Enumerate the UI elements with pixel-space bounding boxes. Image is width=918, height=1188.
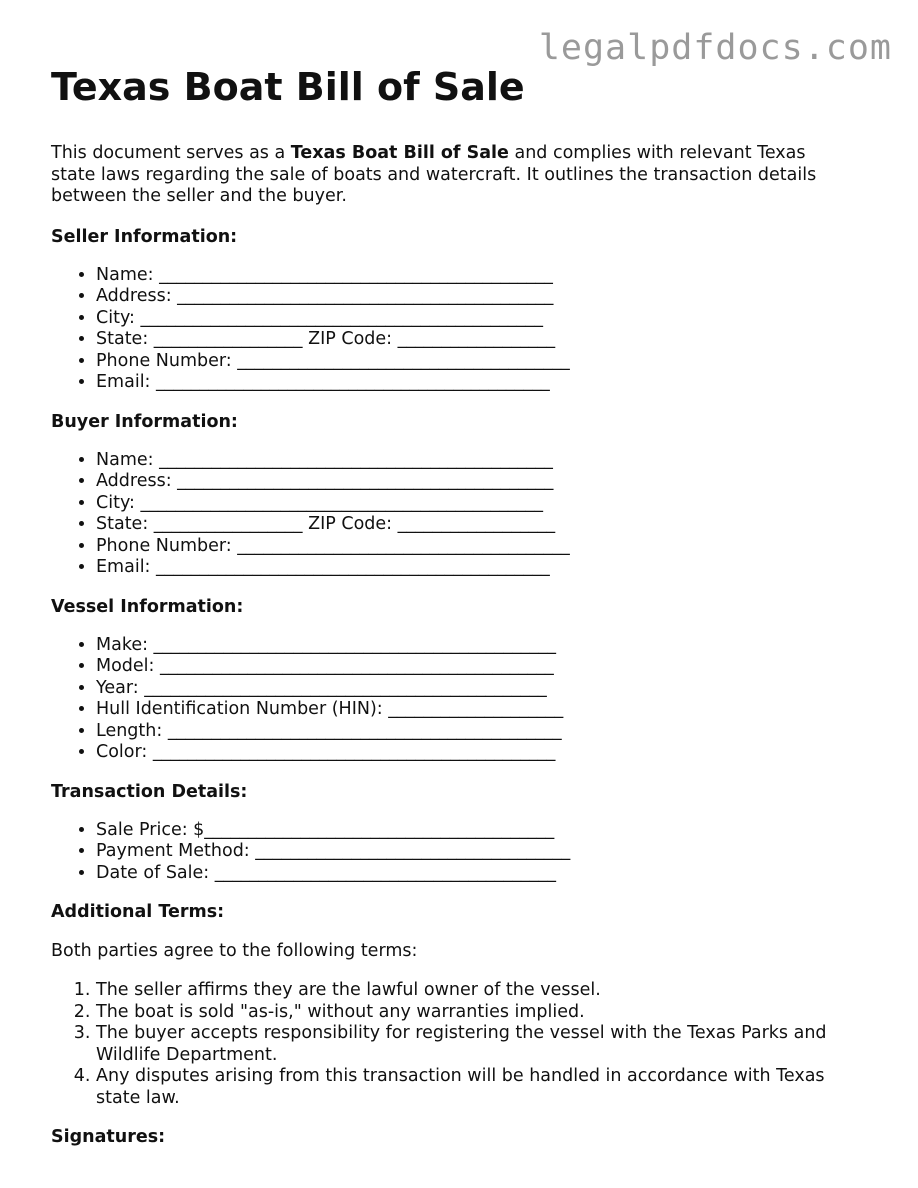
term-item: 4. Any disputes arising from this transaction will be handled in accordance with Texas state law.: [96, 1066, 851, 1109]
buyer-name-field[interactable]: • Name: _____________________________________________: [96, 450, 851, 472]
intro-text-end: and complies with relevant Texas state laws regarding the sale of boats and watercraft. It outlines the transaction details between the seller and the buyer.: [51, 143, 817, 206]
intro-paragraph: [51, 143, 851, 208]
signatures-heading: Signatures:: [51, 1127, 166, 1147]
seller-phone-field[interactable]: • Phone Number: ______________________________________: [96, 351, 851, 373]
vessel-fields: [51, 635, 851, 764]
seller-email-field[interactable]: • Email: _____________________________________________: [96, 372, 851, 394]
payment-method-field[interactable]: • Payment Method: ____________________________________: [96, 841, 851, 863]
terms-lead: Both parties agree to the following terms:: [51, 941, 418, 961]
vessel-hin-field[interactable]: • Hull Identification Number (HIN): ____________________: [96, 699, 851, 721]
buyer-heading: Buyer Information:: [51, 411, 238, 432]
buyer-state-zip-field[interactable]: • State: _________________ ZIP Code: __________________: [96, 514, 851, 536]
vessel-length-field[interactable]: • Length: _____________________________________________: [96, 721, 851, 743]
seller-address-field[interactable]: • Address: ___________________________________________: [96, 286, 851, 308]
date-of-sale-field[interactable]: • Date of Sale: _______________________________________: [96, 863, 851, 885]
seller-city-field[interactable]: • City: ______________________________________________: [96, 308, 851, 330]
intro-text-start: This document serves as a: [51, 143, 291, 163]
seller-fields: [51, 265, 851, 394]
watermark: legalpdfdocs.com: [538, 28, 892, 68]
buyer-address-field[interactable]: • Address: ___________________________________________: [96, 471, 851, 493]
vessel-year-field[interactable]: • Year: ______________________________________________: [96, 678, 851, 700]
buyer-phone-field[interactable]: • Phone Number: ______________________________________: [96, 536, 851, 558]
transaction-fields: [51, 820, 851, 885]
sale-price-field[interactable]: • Sale Price: $________________________________________: [96, 820, 851, 842]
transaction-heading: Transaction Details:: [51, 781, 248, 802]
buyer-city-field[interactable]: • City: ______________________________________________: [96, 493, 851, 515]
term-item: 1. The seller affirms they are the lawful owner of the vessel.: [96, 980, 851, 1002]
vessel-color-field[interactable]: • Color: ______________________________________________: [96, 742, 851, 764]
page-title: Texas Boat Bill of Sale: [51, 65, 525, 109]
term-item: 2. The boat is sold "as-is," without any warranties implied.: [96, 1002, 851, 1024]
terms-list: [51, 980, 851, 1109]
intro-bold-title: Texas Boat Bill of Sale: [290, 143, 509, 163]
buyer-fields: [51, 450, 851, 579]
seller-heading: Seller Information:: [51, 226, 238, 247]
seller-state-zip-field[interactable]: • State: _________________ ZIP Code: __________________: [96, 329, 851, 351]
vessel-heading: Vessel Information:: [51, 596, 244, 617]
document: [51, 62, 851, 1165]
vessel-model-field[interactable]: • Model: _____________________________________________: [96, 656, 851, 678]
vessel-make-field[interactable]: • Make: ______________________________________________: [96, 635, 851, 657]
buyer-email-field[interactable]: • Email: _____________________________________________: [96, 557, 851, 579]
seller-name-field[interactable]: • Name: _____________________________________________: [96, 265, 851, 287]
terms-heading: Additional Terms:: [51, 902, 225, 922]
term-item: 3. The buyer accepts responsibility for registering the vessel with the Texas Parks and Wildlife Department.: [96, 1023, 851, 1066]
